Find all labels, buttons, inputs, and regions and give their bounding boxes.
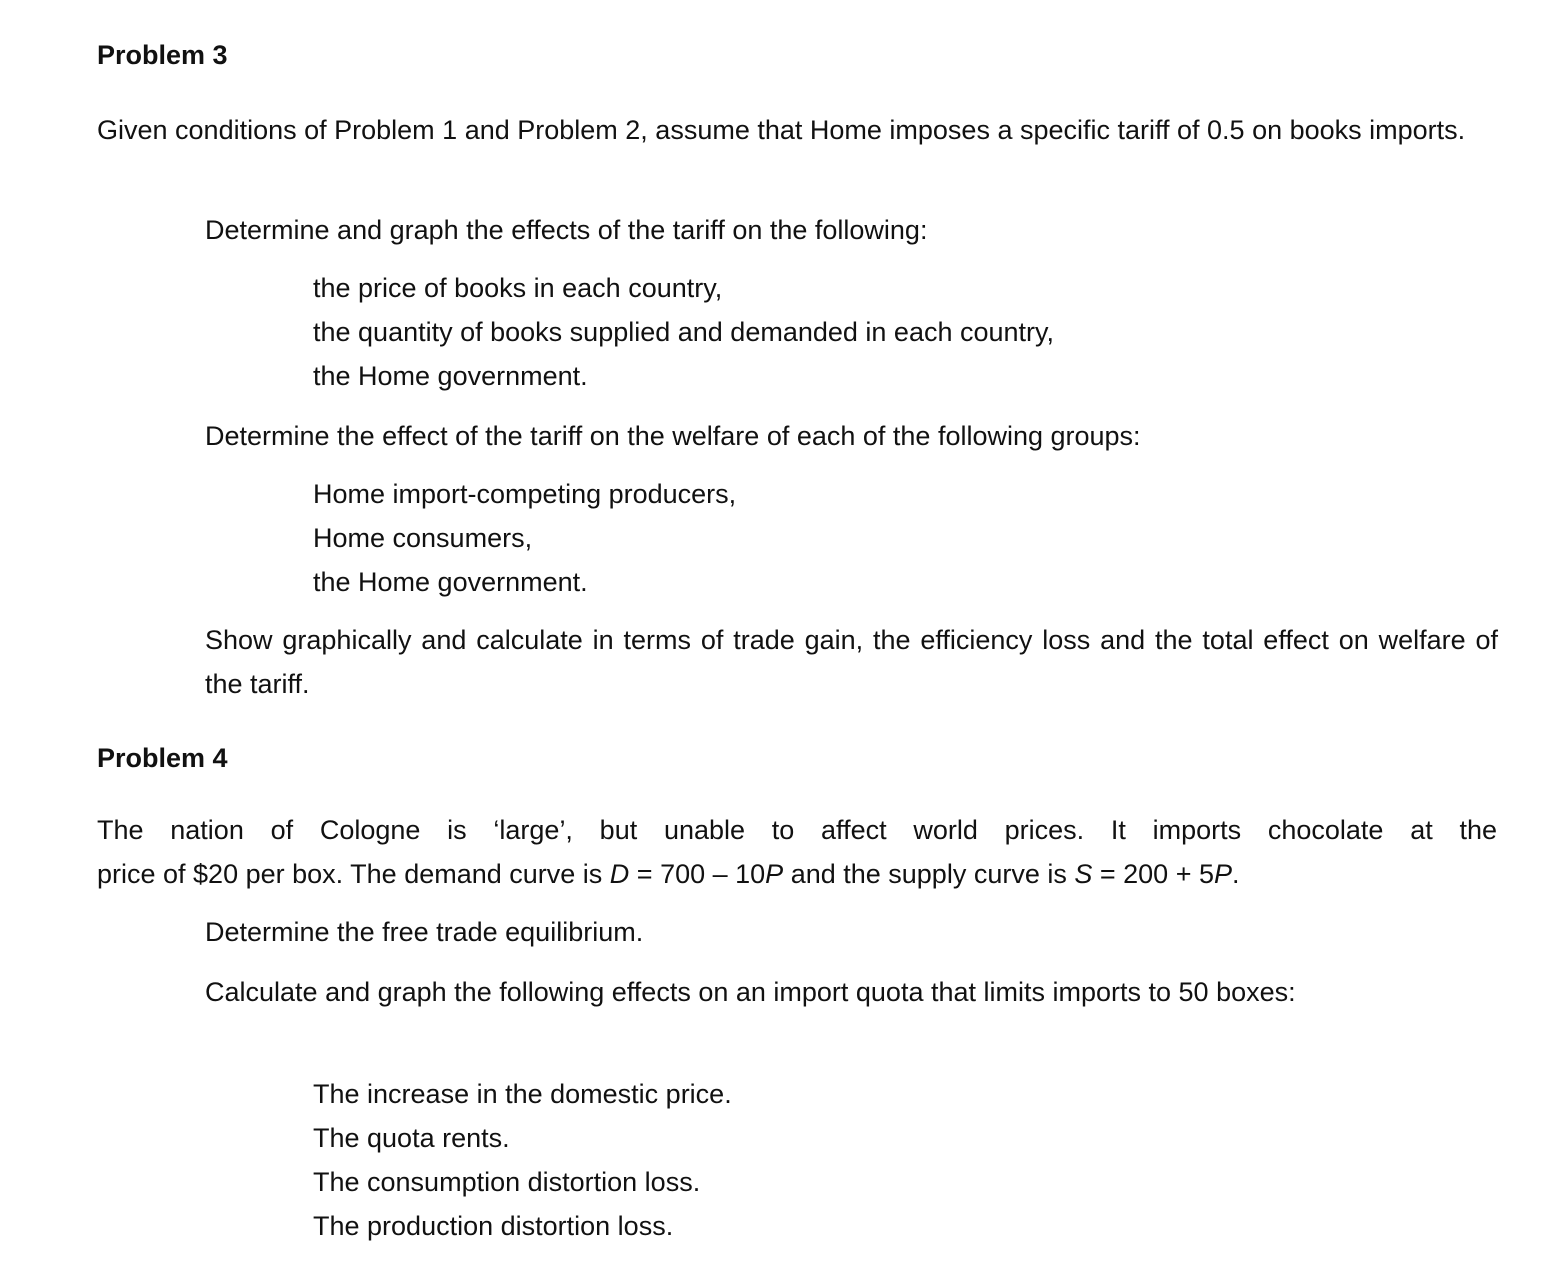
problem-3-question-3: Show graphically and calculate in terms of trade gain, the efficiency loss and the total effect on welfare of the tariff. — [205, 625, 1498, 699]
list-item: Home import-competing producers, — [313, 479, 737, 509]
problem-3-question-2: Determine the effect of the tariff on the welfare of each of the following groups: — [205, 421, 1141, 451]
list-item: the Home government. — [313, 361, 588, 391]
list-item: Home consumers, — [313, 523, 533, 553]
problem-4-question-2: Calculate and graph the following effects on an import quota that limits imports to 50 boxes: — [205, 977, 1296, 1007]
list-item: The quota rents. — [313, 1123, 510, 1153]
problem-4-intro-line-2 — [97, 852, 1240, 896]
list-item: The consumption distortion loss. — [313, 1167, 701, 1197]
text: = 200 + 5 — [1092, 859, 1214, 889]
problem-3-intro: Given conditions of Problem 1 and Problem 2, assume that Home imposes a specific tariff of 0.5 on books imports. — [97, 115, 1466, 145]
list-item: The production distortion loss. — [313, 1211, 674, 1241]
problem-3-question-1: Determine and graph the effects of the tariff on the following: — [205, 215, 928, 245]
supply-symbol: S — [1074, 859, 1093, 889]
price-symbol: P — [765, 859, 784, 889]
text: = 700 – 10 — [629, 859, 766, 889]
list-item: The increase in the domestic price. — [313, 1079, 732, 1109]
list-item: the Home government. — [313, 567, 588, 597]
text: price of $20 per box. The demand curve is — [97, 859, 610, 889]
price-symbol: P — [1213, 859, 1232, 889]
list-item: the price of books in each country, — [313, 273, 723, 303]
text: and the supply curve is — [783, 859, 1075, 889]
problem-4-question-1: Determine the free trade equilibrium. — [205, 917, 644, 947]
list-item: the quantity of books supplied and demanded in each country, — [313, 317, 1055, 347]
demand-symbol: D — [609, 859, 630, 889]
problem-4-intro-line-1: The nation of Cologne is ‘large’, but unable to affect world prices. It imports chocolate at the — [97, 815, 1497, 845]
text: . — [1232, 859, 1240, 889]
problem-4-title: Problem 4 — [97, 743, 228, 773]
problem-3-title: Problem 3 — [97, 40, 228, 70]
